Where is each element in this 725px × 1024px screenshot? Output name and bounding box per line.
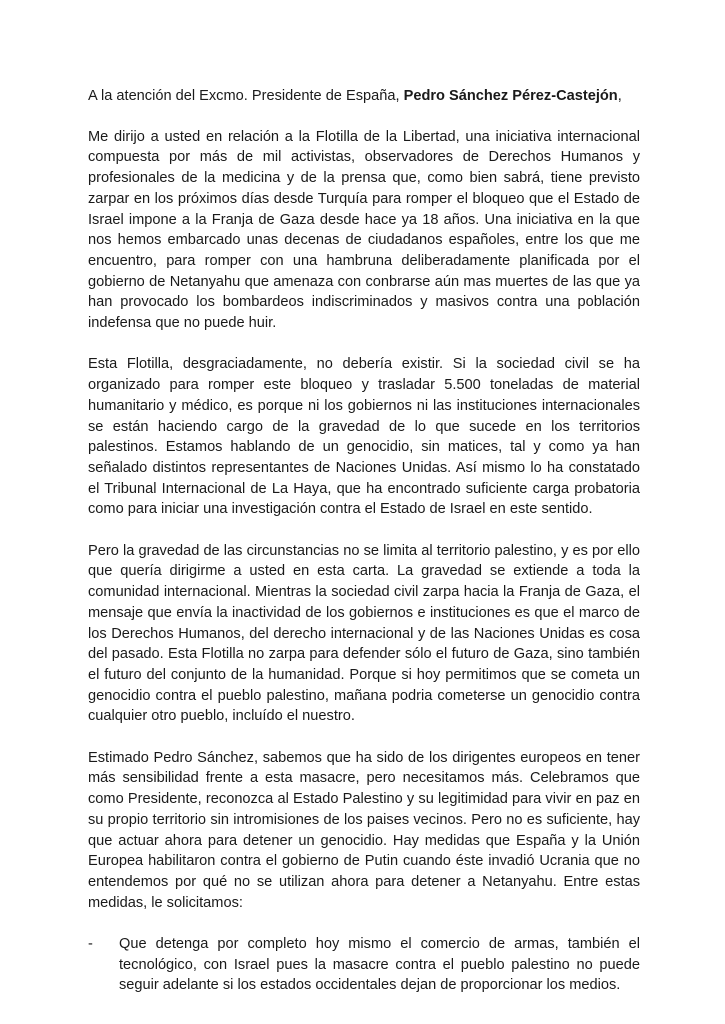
list-item-text: Que detenga por completo hoy mismo el comercio de armas, también el tecnológico, con Israel pues la masacre contra el pueblo palestino no puede seguir adelante si los estados occidentales dejan de proporcionar los medios. (119, 936, 640, 994)
list-marker: - (88, 936, 93, 953)
paragraph-1: Me dirijo a usted en relación a la Flotilla de la Libertad, una iniciativa internacional compuesta por más de mil activistas, observadores de Derechos Humanos y profesionales de la medicina y de la prensa que, como bien sabrá, tiene previsto zarpar en los próximos días desde Turquía para romper el bloqueo que el Estado de Israel impone a la Franja de Gaza desde hace ya 18 años. Una iniciativa en la que nos hemos embarcado unas decenas de ciudadanos españoles, entre los que me encuentro, para romper con una hambruna deliberadamente planificada por el gobierno de Netanyahu que amenaza con conbrarse aún mas muertes de las que ya han provocado los bombardeos indiscriminados y masivos contra una población indefensa que no puede huir. (88, 128, 640, 332)
paragraph-3: Pero la gravedad de las circunstancias no se limita al territorio palestino, y es por ello que quería dirigirme a usted en esta carta. La gravedad se extiende a toda la comunidad internacional. Mientras la sociedad civil zarpa hacia la Franja de Gaza, el mensaje que envía la inactividad de los gobiernos e instituciones es que el marco de los Derechos Humanos, del derecho internacional y de las Naciones Unidas es cosa del pasado. Esta Flotilla no zarpa para defender sólo el futuro de Gaza, sino también el futuro del conjunto de la humanidad. Porque si hoy permitimos que se cometa un genocidio contra el pueblo palestino, mañana podria cometerse un genocidio contra cualquier otro pueblo, incluído el nuestro. (88, 542, 640, 725)
salutation-prefix: A la atención del Excmo. Presidente de España, (88, 88, 404, 104)
letter-page (88, 86, 640, 996)
recipient-name: Pedro Sánchez Pérez-Castejón (403, 88, 618, 104)
list-item (88, 934, 640, 996)
salutation (88, 86, 640, 107)
salutation-suffix: , (617, 88, 622, 104)
paragraph-4: Estimado Pedro Sánchez, sabemos que ha sido de los dirigentes europeos en tener más sensibilidad frente a esta masacre, pero necesitamos más. Celebramos que como Presidente, reconozca al Estado Palestino y su legitimidad para vivir en paz en su propio territorio sin intromisiones de los paises vecinos. Pero no es suficiente, hay que actuar ahora para detener un genocidio. Hay medidas que España y la Unión Europea habilitaron contra el gobierno de Putin cuando éste invadió Ucrania que no entendemos por qué no se utilizan ahora para detener a Netanyahu. Entre estas medidas, le solicitamos: (88, 749, 640, 911)
paragraph-2: Esta Flotilla, desgraciadamente, no debería existir. Si la sociedad civil se ha organizado para romper este bloqueo y trasladar 5.500 toneladas de material humanitario y médico, es porque ni los gobiernos ni las instituciones internacionales se están haciendo cargo de la gravedad de lo que sucede en los territorios palestinos. Estamos hablando de un genocidio, sin matices, tal y como ya han señalado distintos representantes de Naciones Unidas. Así mismo lo ha constatado el Tribunal Internacional de La Haya, que ha encontrado suficiente carga probatoria como para iniciar una investigación contra el Estado de Israel en este sentido. (88, 356, 640, 518)
request-list (88, 934, 640, 996)
